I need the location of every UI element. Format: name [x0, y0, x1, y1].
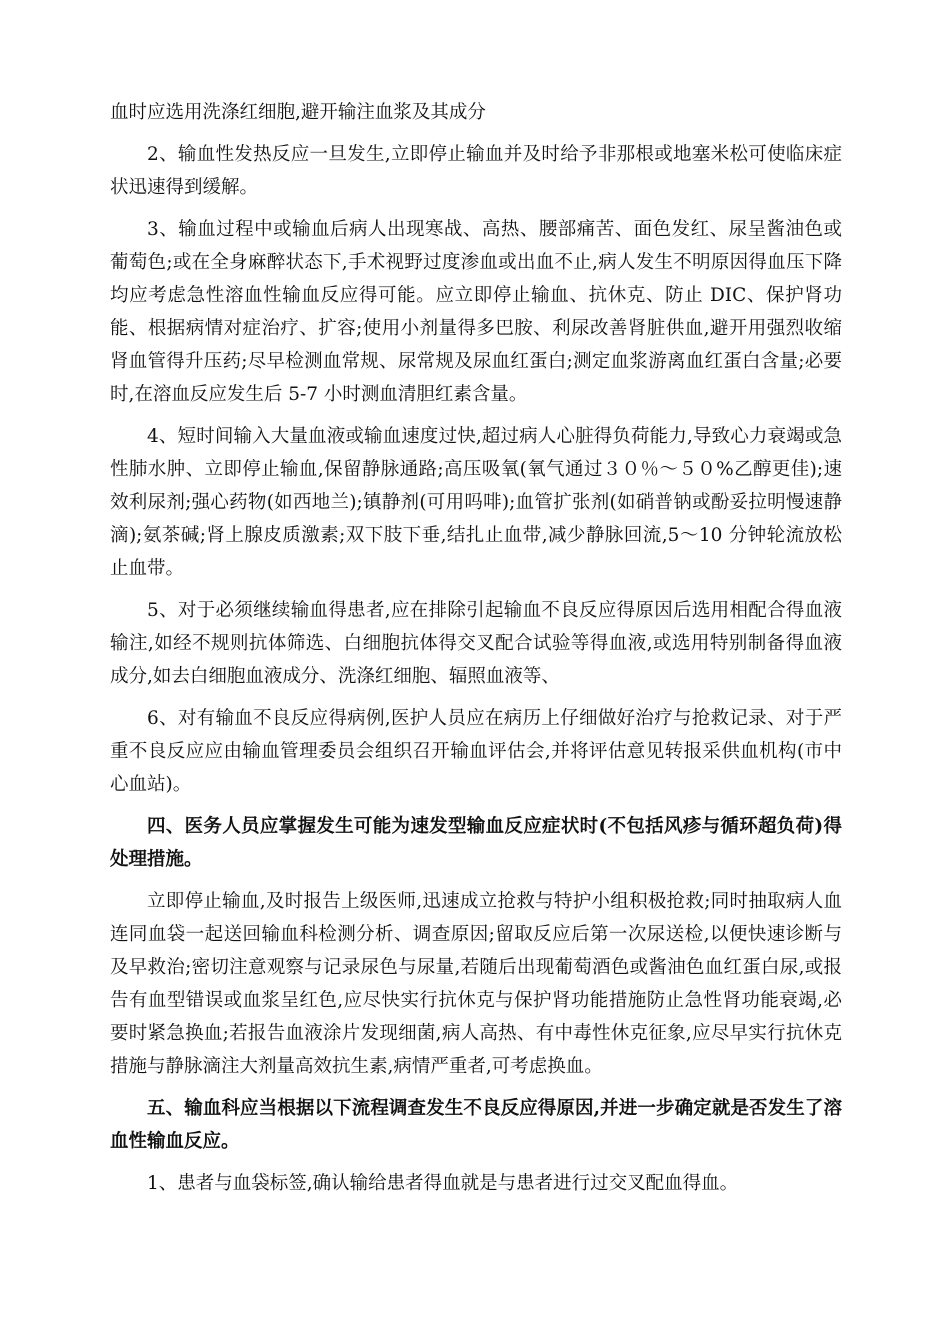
paragraph-flow-item-1: 1、患者与血袋标签,确认输给患者得血就是与患者进行过交叉配血得血。	[147, 1173, 739, 1194]
section-heading-5: 五、输血科应当根据以下流程调查发生不良反应得原因,并进一步确定就是否发生了溶血性输血反应。	[110, 1098, 842, 1152]
paragraph-item-3: 3、输血过程中或输血后病人出现寒战、高热、腰部痛苦、面色发红、尿呈酱油色或葡萄色;或在全身麻醉状态下,手术视野过度渗血或出血不止,病人发生不明原因得血压下降均应考虑急性溶血性输血反应得可能。应立即停止输血、抗休克、防止 DIC、保护肾功能、根据病情对症治疗、扩容;使用小剂量得多巴胺、利尿改善肾脏供血,避开用强烈收缩肾血管得升压药;尽早检测血常规、尿常规及尿血红蛋白;测定血浆游离血红蛋白含量;必要时,在溶血反应发生后 5-7 小时测血清胆红素含量。	[110, 219, 842, 405]
paragraph-item-5: 5、对于必须继续输血得患者,应在排除引起输血不良反应得原因后选用相配合得血液输注,如经不规则抗体筛选、白细胞抗体得交叉配合试验等得血液,或选用特别制备得血液成分,如去白细胞血液成分、洗涤红细胞、辐照血液等、	[110, 600, 842, 687]
paragraph-emergency-measures: 立即停止输血,及时报告上级医师,迅速成立抢救与特护小组积极抢救;同时抽取病人血连同血袋一起送回输血科检测分析、调查原因;留取反应后第一次尿送检,以便快速诊断与及早救治;密切注意观察与记录尿色与尿量,若随后出现葡萄酒色或酱油色血红蛋白尿,或报告有血型错误或血浆呈红色,应尽快实行抗休克与保护肾功能措施防止急性肾功能衰竭,必要时紧急换血;若报告血液涂片发现细菌,病人高热、有中毒性休克征象,应尽早实行抗休克措施与静脉滴注大剂量高效抗生素,病情严重者,可考虑换血。	[110, 891, 842, 1077]
section-heading-4: 四、医务人员应掌握发生可能为速发型输血反应症状时(不包括风疹与循环超负荷)得处理措施。	[110, 816, 842, 870]
paragraph-item-6: 6、对有输血不良反应得病例,医护人员应在病历上仔细做好治疗与抢救记录、对于严重不良反应应由输血管理委员会组织召开输血评估会,并将评估意见转报采供血机构(市中心血站)。	[110, 708, 842, 795]
document-body	[110, 96, 842, 1209]
paragraph-item-2: 2、输血性发热反应一旦发生,立即停止输血并及时给予非那根或地塞米松可使临床症状迅速得到缓解。	[110, 144, 842, 198]
paragraph-item-4: 4、短时间输入大量血液或输血速度过快,超过病人心脏得负荷能力,导致心力衰竭或急性肺水肿、立即停止输血,保留静脉通路;高压吸氧(氧气通过３０％～５０%乙醇更佳);速效利尿剂;强心药物(如西地兰);镇静剂(可用吗啡);血管扩张剂(如硝普钠或酚妥拉明慢速静滴);氨茶碱;肾上腺皮质激素;双下肢下垂,结扎止血带,减少静脉回流,5～10 分钟轮流放松止血带。	[110, 426, 842, 579]
paragraph-continuation: 血时应选用洗涤红细胞,避开输注血浆及其成分	[110, 102, 486, 123]
